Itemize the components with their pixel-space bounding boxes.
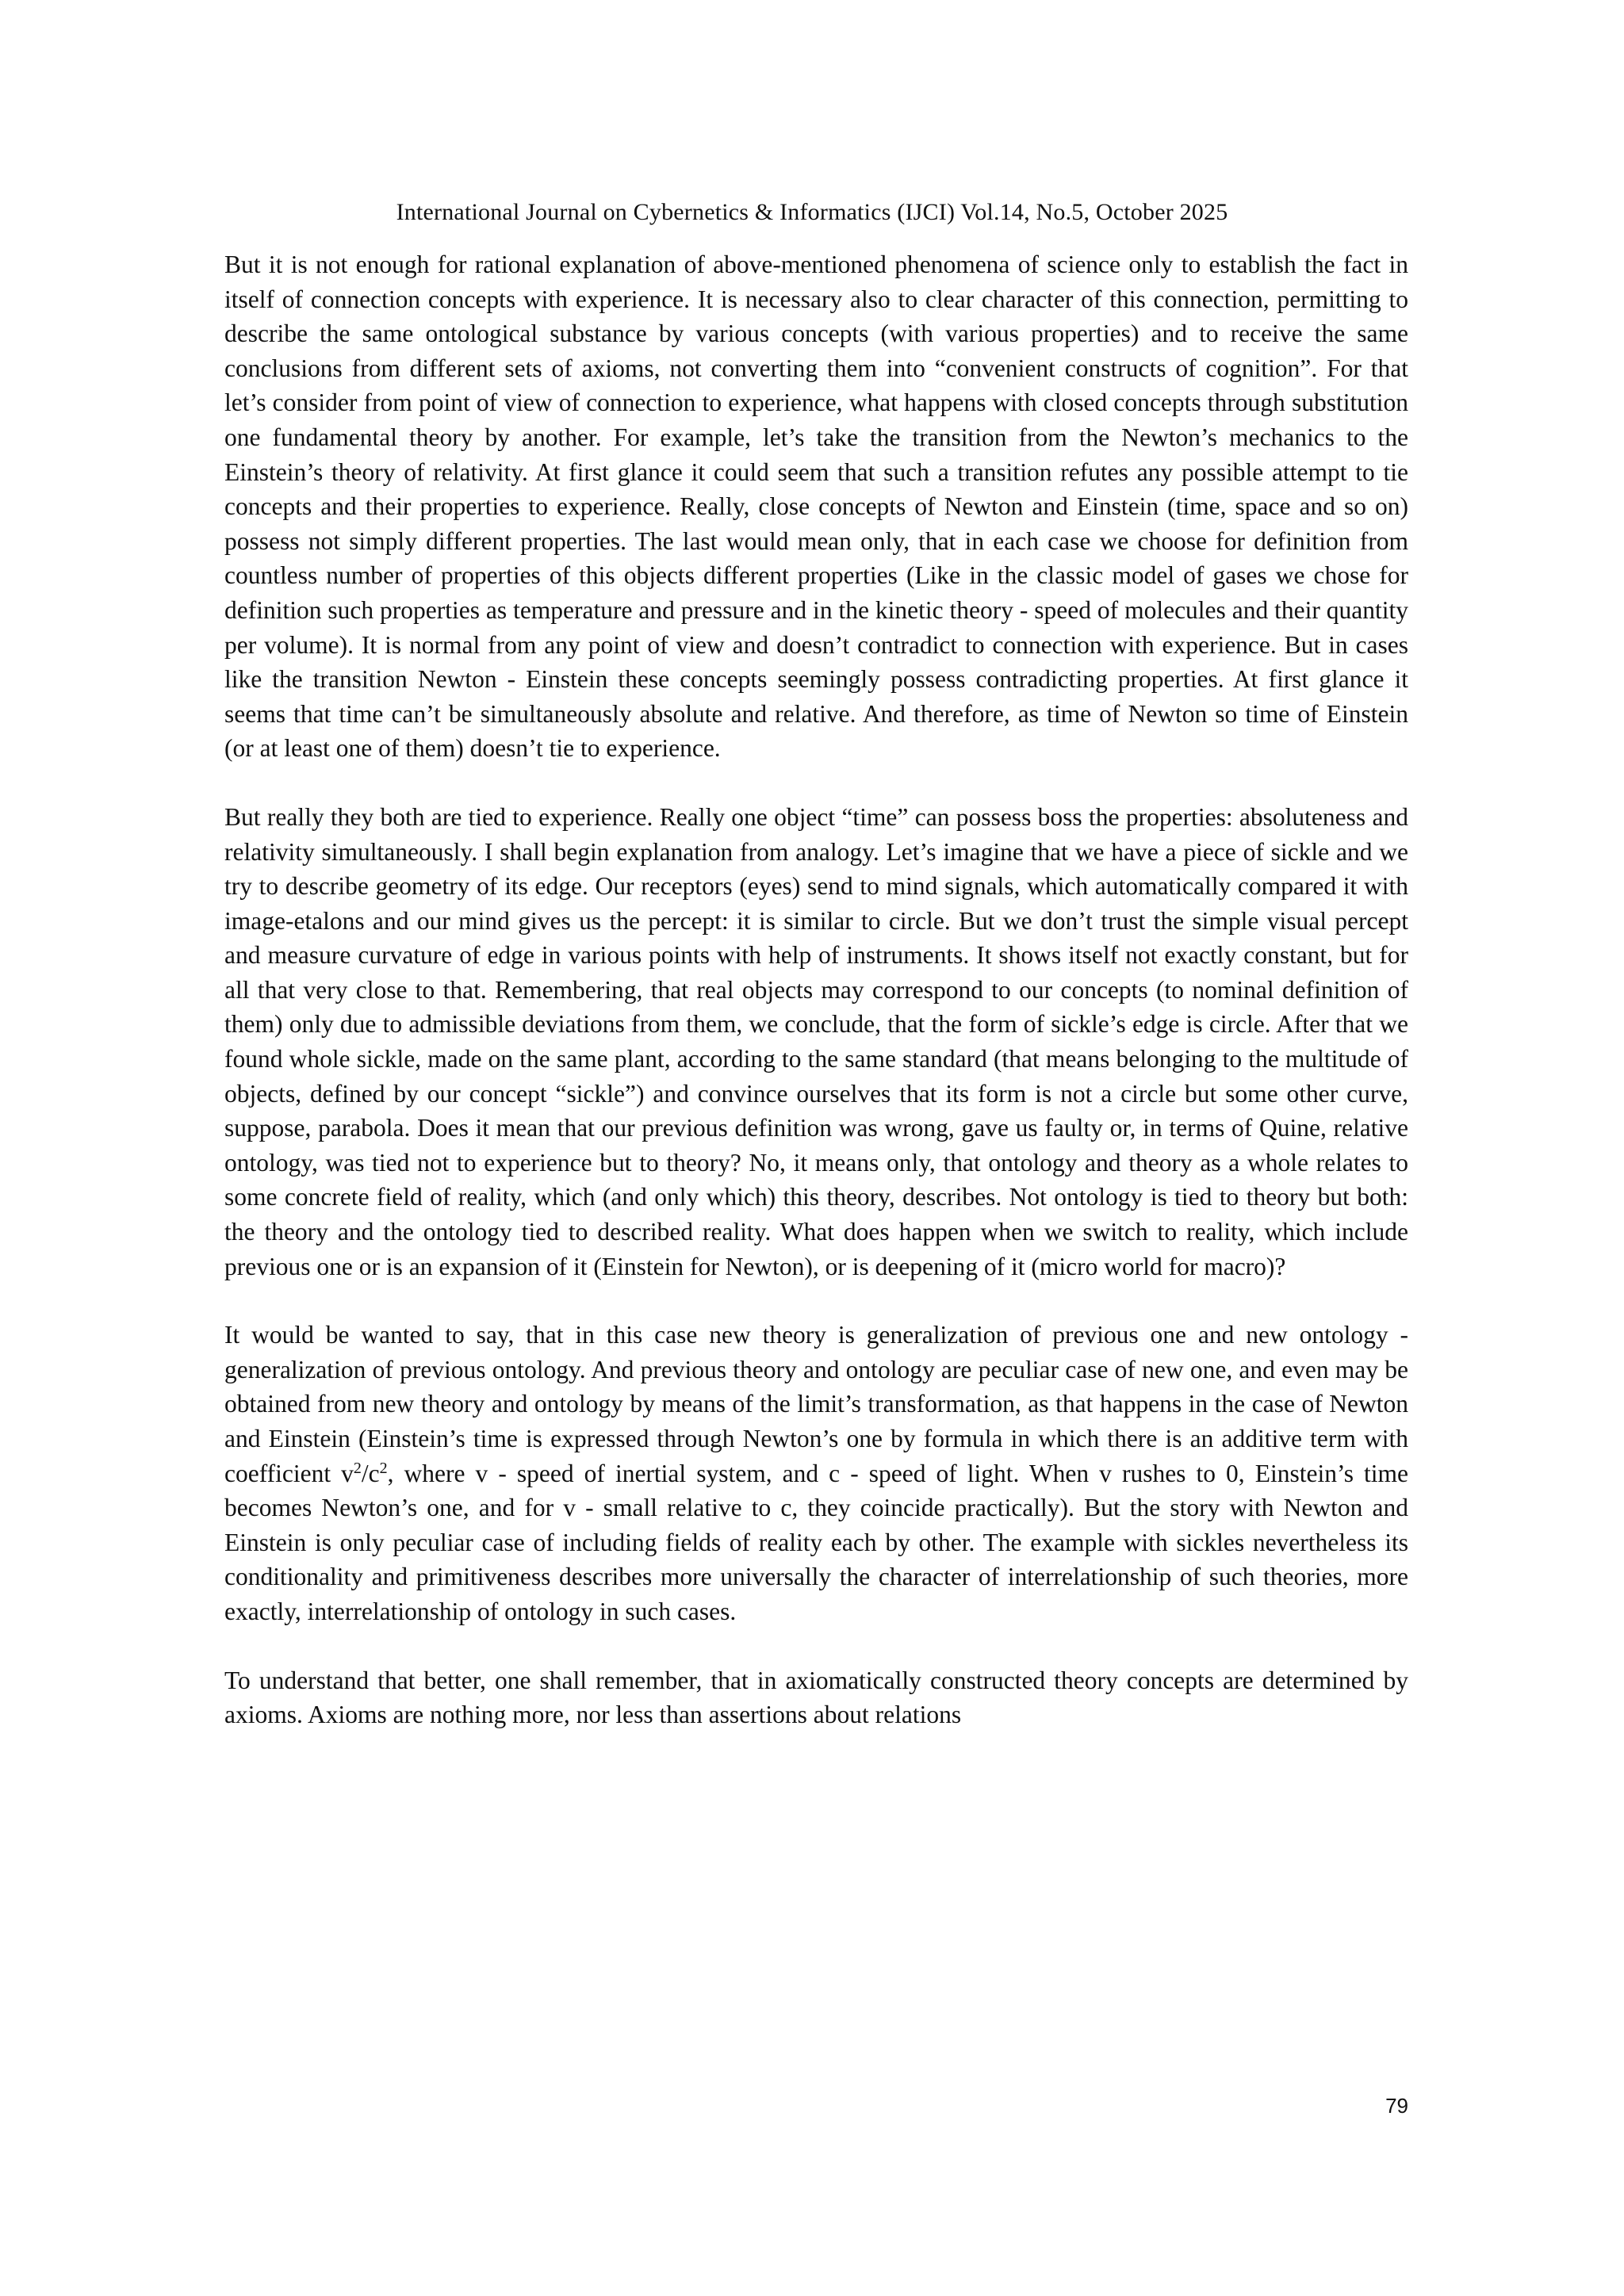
paragraph-text-before-formula: It would be wanted to say, that in this case new theory is generalization of previous one and new ontology - generalization of previous ontology. And previous theory and ontology are peculiar case of new one, and even may be obtained from new theory and ontology by means of the limit’s transformation, as that happens in the case of Newton and Einstein (Einstein’s time is expressed through Newton’s one by formula in which there is an additive term with coefficient xyxy=(224,1321,1408,1487)
paragraph: To understand that better, one shall remember, that in axiomatically constructed theory concepts are determined by axioms. Axioms are nothing more, nor less than assertions about relations xyxy=(224,1666,1408,1729)
paragraph-with-formula xyxy=(224,1318,1408,1628)
paragraph: But really they both are tied to experience. Really one object “time” can possess boss the properties: absoluteness and relativity simultaneously. I shall begin explanation from analogy. Let’s imagine that we have a piece of sickle and we try to describe geometry of its edge. Our receptors (eyes) send to mind signals, which automatically compared it with image-etalons and our mind gives us the percept: it is similar to circle. But we don’t trust the simple visual percept and measure curvature of edge in various points with help of instruments. It shows itself not exactly constant, but for all that very close to that. Remembering, that real objects may correspond to our concepts (to nominal definition of them) only due to admissible deviations from them, we conclude, that the form of sickle’s edge is circle. After that we found whole sickle, made on the same plant, according to the same standard (that means belonging to the multitude of objects, defined by our concept “sickle”) and convince ourselves that its form is not a circle but some other curve, suppose, parabola. Does it mean that our previous definition was wrong, gave us faulty or, in terms of Quine, relative ontology, was tied not to experience but to theory? No, it means only, that ontology and theory as a whole relates to some concrete field of reality, which (and only which) this theory, describes. Not ontology is tied to theory but both: the theory and the ontology tied to described reality. What does happen when we switch to reality, which include previous one or is an expansion of it (Einstein for Newton), or is deepening of it (micro world for macro)? xyxy=(224,802,1408,1280)
formula-v: v xyxy=(341,1459,354,1487)
page-number: 79 xyxy=(1385,2094,1408,2118)
formula-c-exponent: 2 xyxy=(379,1459,388,1477)
formula-c: c xyxy=(368,1459,380,1487)
article-body xyxy=(224,247,1408,1766)
paragraph: But it is not enough for rational explanation of above-mentioned phenomena of science only to establish the fact in itself of connection concepts with experience. It is necessary also to clear character of this connection, permitting to describe the same ontological substance by various concepts (with various properties) and to receive the same conclusions from different sets of axioms, not converting them into “convenient constructs of cognition”. For that let’s consider from point of view of connection to experience, what happens with closed concepts through substitution one fundamental theory by another. For example, let’s take the transition from the Newton’s mechanics to the Einstein’s theory of relativity. At first glance it could seem that such a transition refutes any possible attempt to tie concepts and their properties to experience. Really, close concepts of Newton and Einstein (time, space and so on) possess not simply different properties. The last would mean only, that in each case we choose for definition from countless number of properties of this objects different properties (Like in the classic model of gases we chose for definition such properties as temperature and pressure and in the kinetic theory - speed of molecules and their quantity per volume). It is normal from any point of view and doesn’t contradict to connection with experience. But in cases like the transition Newton - Einstein these concepts seemingly possess contradicting properties. At first glance it seems that time can’t be simultaneously absolute and relative. And therefore, as time of Newton so time of Einstein (or at least one of them) doesn’t tie to experience. xyxy=(224,251,1408,763)
paragraph-text-after-formula: , where v - speed of inertial system, and c - speed of light. When v rushes to 0, Einstein’s time becomes Newton’s one, and for v - small relative to c, they coincide practically). But the story with Newton and Einstein is only peculiar case of including fields of reality each by other. The example with sickles nevertheless its conditionality and primitiveness describes more universally the character of interrelationship of such theories, more exactly, interrelationship of ontology in such cases. xyxy=(224,1459,1408,1625)
running-header: International Journal on Cybernetics & Informatics (IJCI) Vol.14, No.5, October 2025 xyxy=(396,199,1228,225)
formula-v-exponent: 2 xyxy=(353,1459,362,1477)
formula-slash: / xyxy=(361,1459,369,1487)
